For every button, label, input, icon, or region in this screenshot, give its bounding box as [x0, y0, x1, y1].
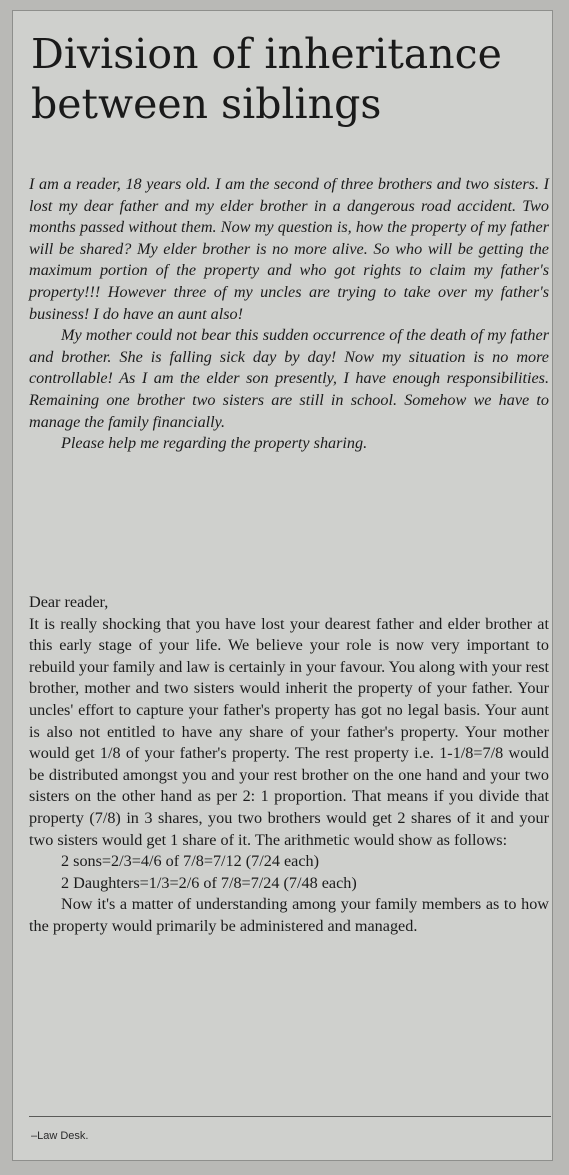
- reply-closing: Now it's a matter of understanding among your family members as to how the property would primarily be administered and managed.: [29, 895, 549, 935]
- reply-body: It is really shocking that you have lost your dearest father and elder brother at this early stage of your life. We believe your role is now very important to rebuild your family and law is certainly in your favour. You along with your rest brother, mother and two sisters would inherit the property of your father. Your uncles' effort to capture your father's property has got no legal basis. Your aunt is also not entitled to have any share of your father's property. Your mother would get 1/8 of your father's property. The rest property i.e. 1-1/8=7/8 would be distributed amongst you and your rest brother on the one hand and your two sisters on the other hand as per 2: 1 proportion. That means if you divide that property (7/8) in 3 shares, you two brothers would get 2 shares of it and your two sisters would get 1 share of it. The arithmetic would show as follows:: [29, 614, 549, 849]
- law-desk-reply: [29, 592, 549, 938]
- reply-salutation: Dear reader,: [29, 593, 109, 611]
- calc-sons: 2 sons=2/3=4/6 of 7/8=7/12 (7/24 each): [61, 852, 320, 871]
- newspaper-clipping: [12, 10, 553, 1161]
- letter-paragraph-2: My mother could not bear this sudden occurrence of the death of my father and brother. She is falling sick day by day! Now my situation is no more controllable! As I am the elder son presently, I have enough responsibilities. Remaining one brother two sisters are still in school. Somehow we have to manage the family financially.: [29, 326, 549, 431]
- article-title: Division of inheritance between siblings: [31, 30, 502, 128]
- letter-paragraph-3: Please help me regarding the property sharing.: [61, 434, 368, 453]
- divider: [29, 1116, 551, 1117]
- letter-paragraph-1: I am a reader, 18 years old. I am the second of three brothers and two sisters. I lost my dear father and my elder brother in a dangerous road accident. Two months passed without them. Now my question is, how the property of my father will be shared? My elder brother is no more alive. So who will be getting the maximum portion of the property and who got rights to claim my father's property!!! However three of my uncles are trying to take over my father's business! I do have an aunt also!: [29, 175, 549, 323]
- reader-letter: [29, 174, 549, 455]
- signature: –Law Desk.: [31, 1130, 89, 1142]
- calc-daughters: 2 Daughters=1/3=2/6 of 7/8=7/24 (7/48 each): [61, 873, 357, 892]
